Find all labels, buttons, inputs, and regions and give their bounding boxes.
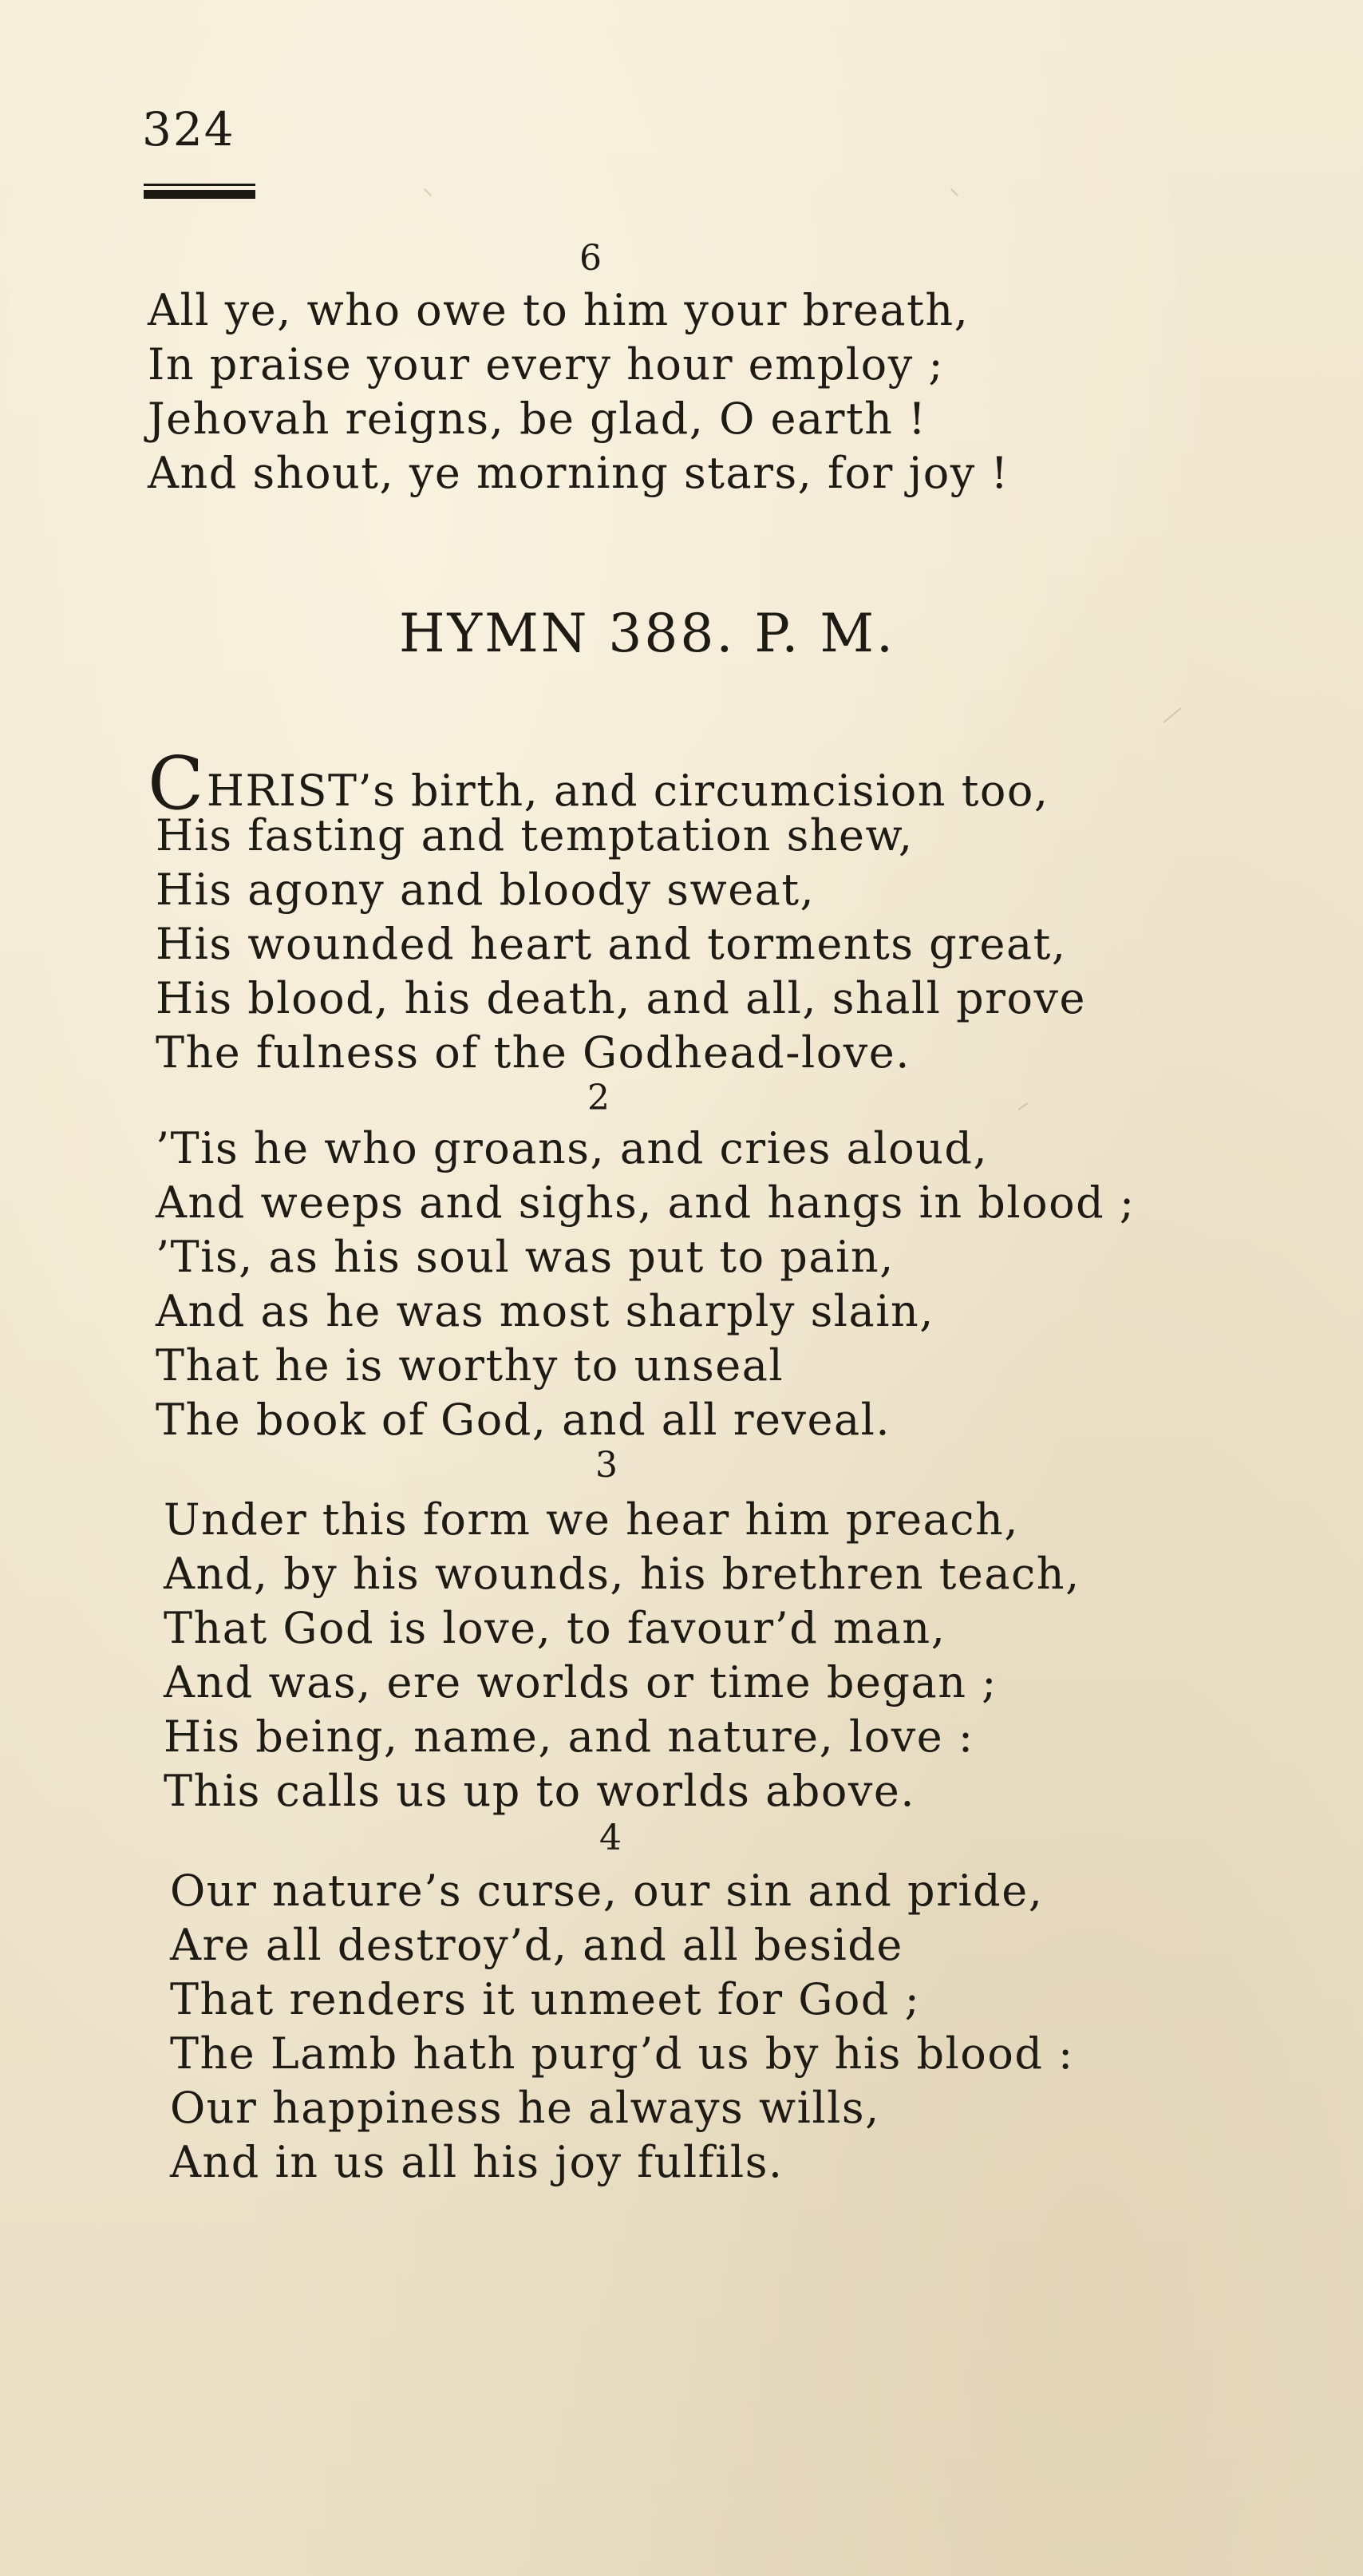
- verse-line: In praise your every hour employ ;: [148, 339, 945, 390]
- verse-line: And shout, ye morning stars, for joy !: [148, 448, 1009, 498]
- header-rule-thin: [144, 184, 255, 186]
- verse-line: Jehovah reigns, be glad, O earth !: [148, 394, 927, 444]
- verse-line: This calls us up to worlds above.: [164, 1766, 916, 1816]
- verse-line: His agony and bloody sweat,: [156, 865, 816, 915]
- verse-number: 2: [587, 1078, 610, 1118]
- verse-line: That renders it unmeet for God ;: [170, 1974, 921, 2024]
- verse-line: And, by his wounds, his brethren teach,: [164, 1549, 1081, 1599]
- verse-line: The Lamb hath purg’d us by his blood :: [170, 2028, 1074, 2079]
- verse-line: That he is worthy to unseal: [156, 1340, 784, 1391]
- verse-line: The fulness of the Godhead-love.: [156, 1027, 911, 1078]
- page-number: 324: [142, 102, 235, 156]
- verse-line: And was, ere worlds or time began ;: [164, 1657, 998, 1707]
- hymn-title: HYMN 388. P. M.: [399, 603, 895, 664]
- verse-line: ’Tis, as his soul was put to pain,: [156, 1232, 895, 1282]
- paper-speck: [424, 188, 432, 196]
- verse-number: 6: [579, 238, 602, 279]
- verse-line: The book of God, and all reveal.: [156, 1395, 891, 1445]
- verse-line: Our nature’s curse, our sin and pride,: [170, 1866, 1044, 1916]
- verse-line: And as he was most sharply slain,: [156, 1286, 934, 1336]
- verse-line: His blood, his death, and all, shall prove: [156, 973, 1086, 1023]
- verse-line: And in us all his joy fulfils.: [170, 2137, 784, 2187]
- verse-line-first: [148, 741, 1049, 826]
- header-rule-thick: [144, 190, 255, 199]
- verse-line: That God is love, to favour’d man,: [164, 1603, 946, 1653]
- verse-number: 4: [599, 1818, 622, 1858]
- verse-line: Under this form we hear him preach,: [164, 1494, 1019, 1545]
- verse-line: And weeps and sighs, and hangs in blood ;: [156, 1177, 1136, 1228]
- verse-line: All ye, who owe to him your breath,: [148, 285, 970, 335]
- verse-number: 3: [595, 1445, 618, 1486]
- drop-cap: C: [148, 741, 205, 826]
- verse-line: His wounded heart and torments great,: [156, 919, 1067, 969]
- verse-line: His being, name, and nature, love :: [164, 1711, 974, 1762]
- verse-line: His fasting and temptation shew,: [156, 810, 914, 861]
- paper-speck: [1018, 1102, 1029, 1110]
- verse-line: ’Tis he who groans, and cries aloud,: [156, 1123, 989, 1173]
- paper-speck: [1163, 707, 1182, 723]
- first-line-text: HRIST’s birth, and circumcision too,: [206, 766, 1049, 816]
- verse-line: Our happiness he always wills,: [170, 2083, 880, 2133]
- paper-speck: [950, 188, 958, 196]
- verse-line: Are all destroy’d, and all beside: [170, 1920, 903, 1970]
